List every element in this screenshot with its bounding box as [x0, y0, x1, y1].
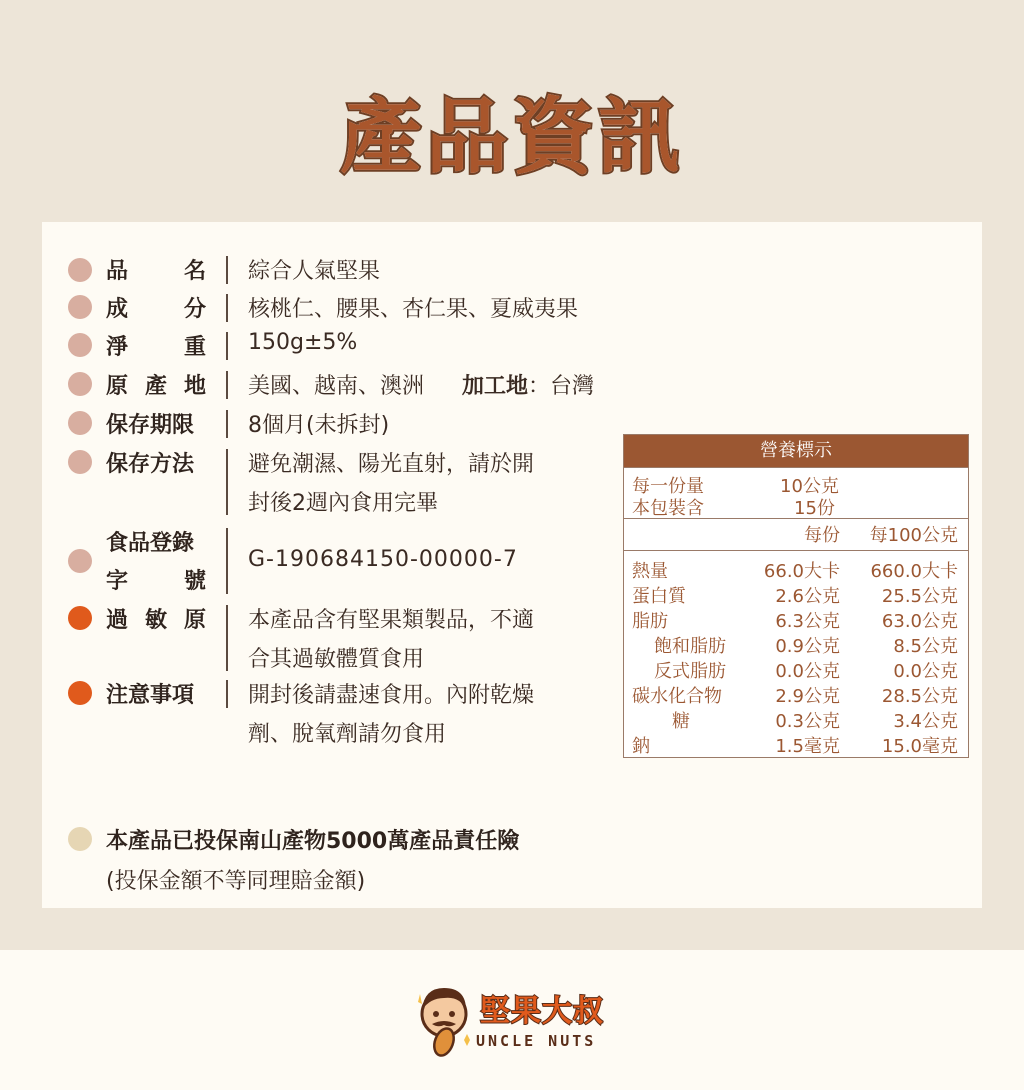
nutrient-name: 糖: [654, 711, 690, 732]
label-weight: 淨 重: [106, 335, 206, 360]
page-title: 產品資訊: [339, 90, 684, 185]
col-per-serving: 每份: [804, 525, 840, 546]
bullet-dot: [68, 549, 92, 573]
nutrient-per-serving: 0.0公克: [775, 661, 840, 682]
separator: [226, 605, 228, 671]
package-value: 15份: [794, 498, 835, 519]
nutrition-rows: [624, 550, 968, 757]
value-allergen-line1: 本產品含有堅果類製品，不適: [248, 608, 535, 633]
value-notice-line1: 開封後請盡速食用。內附乾燥: [248, 683, 535, 708]
nutrient-per-serving: 66.0大卡: [763, 561, 840, 582]
separator: [226, 680, 228, 708]
bullet-dot: [68, 333, 92, 357]
nutrition-row: [624, 605, 968, 630]
nutrient-per-serving: 2.6公克: [775, 586, 840, 607]
nutrient-per-serving: 0.3公克: [775, 711, 840, 732]
value-storage-line1: 避免潮濕、陽光直射，請於開: [248, 452, 535, 477]
nutrition-row: [624, 680, 968, 705]
package-label: 本包裝含: [632, 498, 704, 519]
nutrient-per-100: 0.0公克: [893, 661, 958, 682]
nutrient-name: 碳水化合物: [632, 686, 722, 707]
nutrient-per-100: 63.0公克: [881, 611, 958, 632]
bullet-dot: [68, 295, 92, 319]
nutrition-serving-section: [624, 467, 968, 518]
bullet-dot: [68, 450, 92, 474]
bullet-dot: [68, 258, 92, 282]
processing-label: 加工地: [462, 374, 529, 399]
nutrient-per-serving: 1.5毫克: [775, 736, 840, 757]
brand-logo: [412, 980, 622, 1062]
nutrition-column-header: [624, 518, 968, 550]
separator: [226, 410, 228, 438]
separator: [226, 528, 228, 594]
nutrition-row: [624, 655, 968, 680]
nutrient-per-serving: 2.9公克: [775, 686, 840, 707]
nutrition-table: [623, 434, 969, 758]
value-ingredients: 核桃仁、腰果、杏仁果、夏威夷果: [248, 297, 579, 322]
col-per-100: 每100公克: [869, 525, 958, 546]
nutrient-name: 熱量: [632, 561, 668, 582]
logo-name-cn: 堅果大叔: [480, 994, 604, 1029]
bullet-dot: [68, 411, 92, 435]
label-origin: 原 產 地: [106, 374, 206, 399]
value-allergen-line2: 合其過敏體質食用: [248, 647, 425, 672]
label-registration-line2: 字 號: [106, 569, 206, 594]
logo-name-en: UNCLE NUTS: [476, 1032, 597, 1050]
nutrient-name: 脂肪: [632, 611, 668, 632]
nutrient-per-100: 8.5公克: [893, 636, 958, 657]
nutrient-per-serving: 0.9公克: [775, 636, 840, 657]
value-weight: 150g±5%: [248, 330, 358, 355]
nutrient-name: 飽和脂肪: [654, 636, 726, 657]
bullet-dot: [68, 827, 92, 851]
notice-dot: [68, 681, 92, 705]
serving-label: 每一份量: [632, 476, 704, 497]
separator: [226, 449, 228, 515]
separator: [226, 256, 228, 284]
separator: [226, 294, 228, 322]
allergen-dot: [68, 606, 92, 630]
value-origin: 美國、越南、澳洲 加工地：台灣: [248, 374, 595, 399]
nutrient-per-100: 660.0大卡: [870, 561, 958, 582]
nutrient-name: 鈉: [632, 736, 650, 757]
value-storage-line2: 封後2週內食用完畢: [248, 491, 438, 516]
nutrient-per-serving: 6.3公克: [775, 611, 840, 632]
uncle-face-icon: [412, 980, 476, 1060]
separator: [226, 332, 228, 360]
nutrition-row: [624, 555, 968, 580]
label-ingredients: 成 分: [106, 297, 206, 322]
serving-value: 10公克: [780, 476, 839, 497]
label-shelf-life: 保存期限: [106, 413, 195, 438]
nutrient-per-100: 15.0毫克: [881, 736, 958, 757]
origin-countries: 美國、越南、澳洲: [248, 374, 425, 399]
label-storage: 保存方法: [106, 452, 195, 477]
nutrient-name: 反式脂肪: [654, 661, 726, 682]
label-allergen: 過 敏 原: [106, 608, 206, 633]
separator: [226, 371, 228, 399]
nutrition-row: [624, 630, 968, 655]
nutrition-row: [624, 580, 968, 605]
value-shelf-life: 8個月(未拆封): [248, 413, 390, 438]
insurance-line2: (投保金額不等同理賠金額): [106, 869, 366, 894]
processing-value: 台灣: [550, 374, 595, 399]
nutrition-row: [624, 705, 968, 730]
label-notice: 注意事項: [106, 683, 195, 708]
nutrient-per-100: 3.4公克: [893, 711, 958, 732]
nutrition-title: 營養標示: [624, 435, 968, 467]
nutrient-per-100: 28.5公克: [881, 686, 958, 707]
nutrient-per-100: 25.5公克: [881, 586, 958, 607]
nutrition-row: [624, 730, 968, 755]
insurance-line1: 本產品已投保南山產物5000萬產品責任險: [106, 829, 520, 854]
value-notice-line2: 劑、脫氧劑請勿食用: [248, 722, 447, 747]
value-name: 綜合人氣堅果: [248, 259, 381, 284]
product-info-card: [42, 222, 982, 908]
label-registration-line1: 食品登錄: [106, 531, 195, 556]
bullet-dot: [68, 372, 92, 396]
value-registration: G-190684150-00000-7: [248, 547, 518, 572]
label-name: 品 名: [106, 259, 206, 284]
nutrient-name: 蛋白質: [632, 586, 686, 607]
